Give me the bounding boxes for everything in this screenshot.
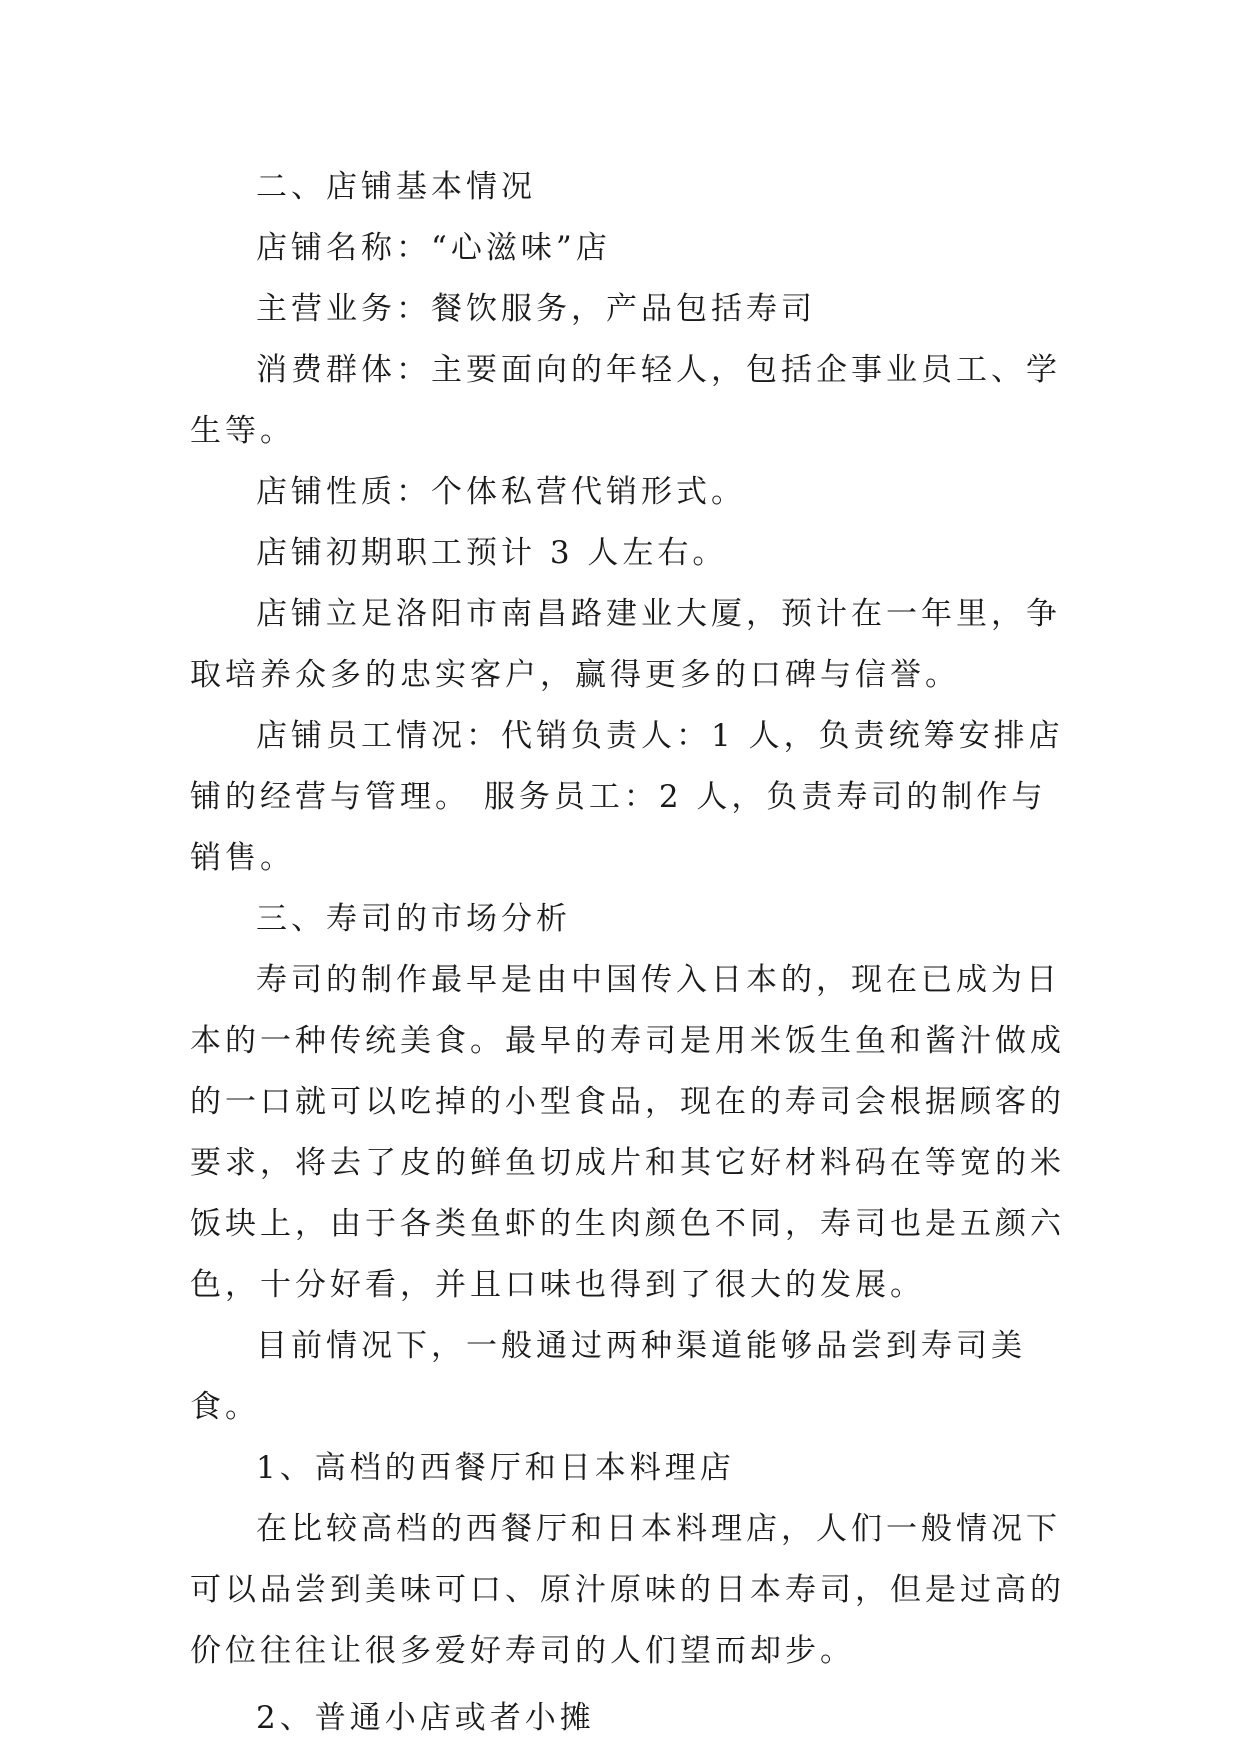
main-business: 主营业务：餐饮服务，产品包括寿司	[256, 291, 816, 327]
section-heading-market-analysis: 三、寿司的市场分析	[256, 901, 571, 937]
initial-staff: 店铺初期职工预计 3 人左右。	[256, 535, 728, 571]
store-nature: 店铺性质：个体私营代销形式。	[256, 474, 746, 510]
subheading-high-end: 1、高档的西餐厅和日本料理店	[256, 1450, 735, 1486]
current-channels: 目前情况下，一般通过两种渠道能够品尝到寿司美食。	[190, 1328, 1026, 1425]
subheading-small-shops: 2、普通小店或者小摊	[256, 1700, 595, 1736]
document-body	[190, 157, 1070, 1749]
store-name: 店铺名称：“心滋味”店	[256, 230, 611, 266]
store-location: 店铺立足洛阳市南昌路建业大厦，预计在一年里，争取培养众多的忠实客户，赢得更多的口碑与信誉。	[190, 596, 1061, 693]
sushi-history: 寿司的制作最早是由中国传入日本的，现在已成为日本的一种传统美食。最早的寿司是用米饭生鱼和酱汁做成的一口就可以吃掉的小型食品，现在的寿司会根据顾客的要求，将去了皮的鲜鱼切成片和其它好材料码在等宽的米饭块上，由于各类鱼虾的生肉颜色不同，寿司也是五颜六色，十分好看，并且口味也得到了很大的发展。	[190, 962, 1065, 1303]
target-customers: 消费群体：主要面向的年轻人，包括企事业员工、学生等。	[190, 352, 1061, 449]
high-end-description: 在比较高档的西餐厅和日本料理店，人们一般情况下可以品尝到美味可口、原汁原味的日本寿司，但是过高的价位往往让很多爱好寿司的人们望而却步。	[190, 1511, 1065, 1669]
section-heading-store-basics: 二、店铺基本情况	[256, 169, 536, 205]
staff-details: 店铺员工情况：代销负责人：1 人，负责统筹安排店铺的经营与管理。 服务员工：2 人，负责寿司的制作与销售。	[190, 718, 1064, 876]
